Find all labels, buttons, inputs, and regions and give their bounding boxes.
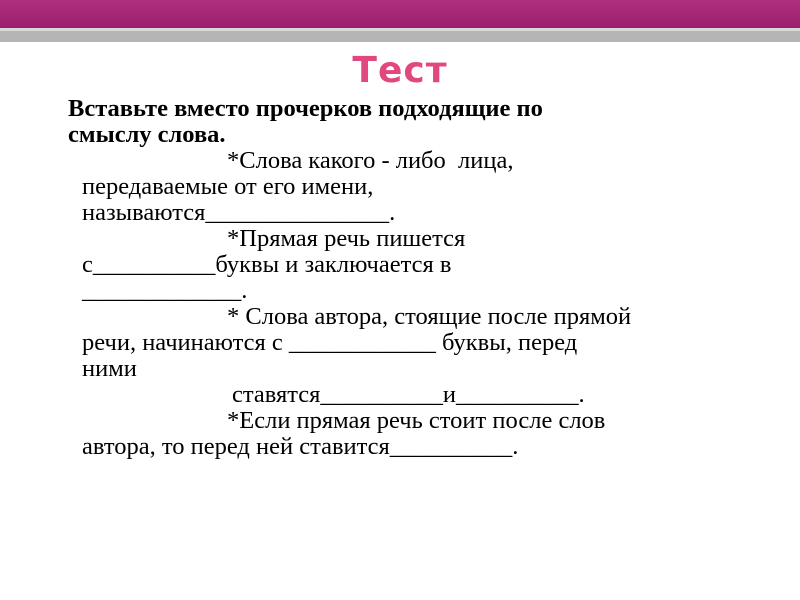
question-line: речи, начинаются с ____________ буквы, перед xyxy=(82,329,578,356)
question-line: ними xyxy=(82,355,137,382)
question-line: * Слова автора, стоящие после прямой xyxy=(227,303,632,330)
question-line: *Если прямая речь стоит после слов xyxy=(227,407,606,434)
question-line: автора, то перед ней ставится__________. xyxy=(82,433,519,460)
question-line: ставятся__________и__________. xyxy=(232,381,585,408)
question-line: передаваемые от его имени, xyxy=(82,173,374,200)
slide-title: Тест xyxy=(352,50,448,91)
instruction xyxy=(60,96,760,148)
question-line: с__________буквы и заключается в xyxy=(82,251,452,278)
header-stripe-highlight xyxy=(0,28,800,31)
question-item xyxy=(60,148,760,226)
question-line: *Прямая речь пишется xyxy=(227,225,466,252)
question-item xyxy=(60,408,760,460)
question-item xyxy=(60,304,760,408)
question-line: называются_______________. xyxy=(82,199,396,226)
instruction-line: Вставьте вместо прочерков подходящие по xyxy=(68,95,543,122)
question-line: _____________. xyxy=(82,277,248,304)
question-line: *Слова какого - либо лица, xyxy=(227,147,514,174)
slide-body xyxy=(60,96,760,460)
question-item xyxy=(60,226,760,304)
instruction-line: смыслу слова. xyxy=(68,121,226,148)
header-bar xyxy=(0,0,800,28)
header-stripe xyxy=(0,28,800,42)
